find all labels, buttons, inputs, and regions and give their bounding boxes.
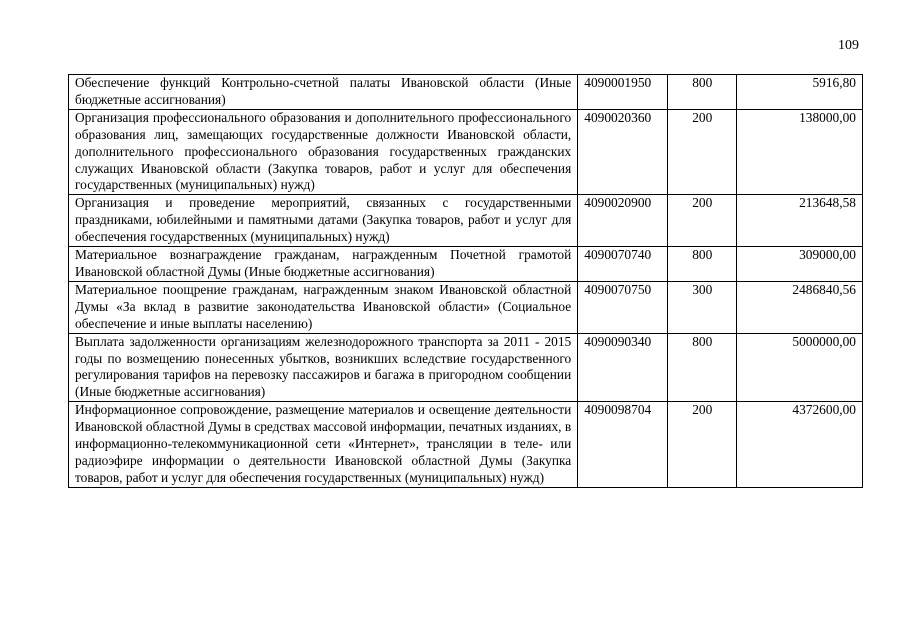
amount-cell: 213648,58 [737, 195, 863, 247]
target-code-cell: 4090070740 [578, 247, 668, 282]
table-row [69, 75, 863, 110]
amount-cell: 5916,80 [737, 75, 863, 110]
expense-name-cell [69, 247, 578, 282]
expense-name-cell [69, 281, 578, 333]
expense-type-cell: 800 [668, 247, 737, 282]
expense-name-cell [69, 109, 578, 195]
amount-cell: 4372600,00 [737, 402, 863, 488]
amount-cell: 138000,00 [737, 109, 863, 195]
target-code-cell: 4090001950 [578, 75, 668, 110]
expense-type-cell: 200 [668, 109, 737, 195]
amount-cell: 5000000,00 [737, 333, 863, 402]
table-row [69, 247, 863, 282]
table-row [69, 402, 863, 488]
expense-name: Организация профессионального образования и дополнительного профессионального образования лиц, замещающих государственные должности Ивановской области, дополнительного профессионального образования государственных гражданских служащих Ивановской области (Закупка товаров, работ и услуг для обеспечения государственных (муниципальных) нужд) [75, 109, 572, 193]
expense-type-cell: 300 [668, 281, 737, 333]
target-code-cell: 4090020360 [578, 109, 668, 195]
expense-type-cell: 200 [668, 195, 737, 247]
expense-name-cell [69, 333, 578, 402]
target-code-cell: 4090090340 [578, 333, 668, 402]
expense-type-cell: 200 [668, 402, 737, 488]
table-row [69, 281, 863, 333]
expense-name: Материальное поощрение гражданам, награжденным знаком Ивановской областной Думы «За вклад в развитие законодательства Ивановской области» (Социальное обеспечение и иные выплаты населению) [75, 281, 572, 331]
expense-name: Информационное сопровождение, размещение материалов и освещение деятельности Ивановской областной Думы в средствах массовой информации, печатных изданиях, в информационно-телекоммуникационной сети «Интернет», трансляции в теле- или радиоэфире информации о деятельности Ивановской областной Думы (Закупка товаров, работ и услуг для обеспечения государственных (муниципальных) нужд) [75, 402, 572, 485]
expense-name-cell [69, 195, 578, 247]
target-code-cell: 4090098704 [578, 402, 668, 488]
expense-type-cell: 800 [668, 75, 737, 110]
amount-cell: 309000,00 [737, 247, 863, 282]
table-row [69, 195, 863, 247]
expense-name-cell [69, 75, 578, 110]
budget-table [68, 74, 863, 488]
expense-name: Организация и проведение мероприятий, связанных с государственными праздниками, юбилейными и памятными датами (Закупка товаров, работ и услуг для обеспечения государственных (муниципальных) нужд) [75, 195, 572, 245]
amount-cell: 2486840,56 [737, 281, 863, 333]
expense-name: Обеспечение функций Контрольно-счетной палаты Ивановской области (Иные бюджетные ассигнования) [75, 75, 572, 107]
budget-table-body [69, 75, 863, 488]
expense-name: Выплата задолженности организациям железнодорожного транспорта за 2011 - 2015 годы по возмещению понесенных убытков, возникших вследствие государственного регулирования тарифов на перевозку пассажиров и багажа в пригородном сообщении (Иные бюджетные ассигнования) [75, 333, 572, 400]
target-code-cell: 4090020900 [578, 195, 668, 247]
expense-name-cell [69, 402, 578, 488]
table-row [69, 333, 863, 402]
expense-name: Материальное вознаграждение гражданам, награжденным Почетной грамотой Ивановской областной Думы (Иные бюджетные ассигнования) [75, 247, 572, 279]
page-number: 109 [838, 38, 859, 53]
expense-type-cell: 800 [668, 333, 737, 402]
target-code-cell: 4090070750 [578, 281, 668, 333]
table-row [69, 109, 863, 195]
